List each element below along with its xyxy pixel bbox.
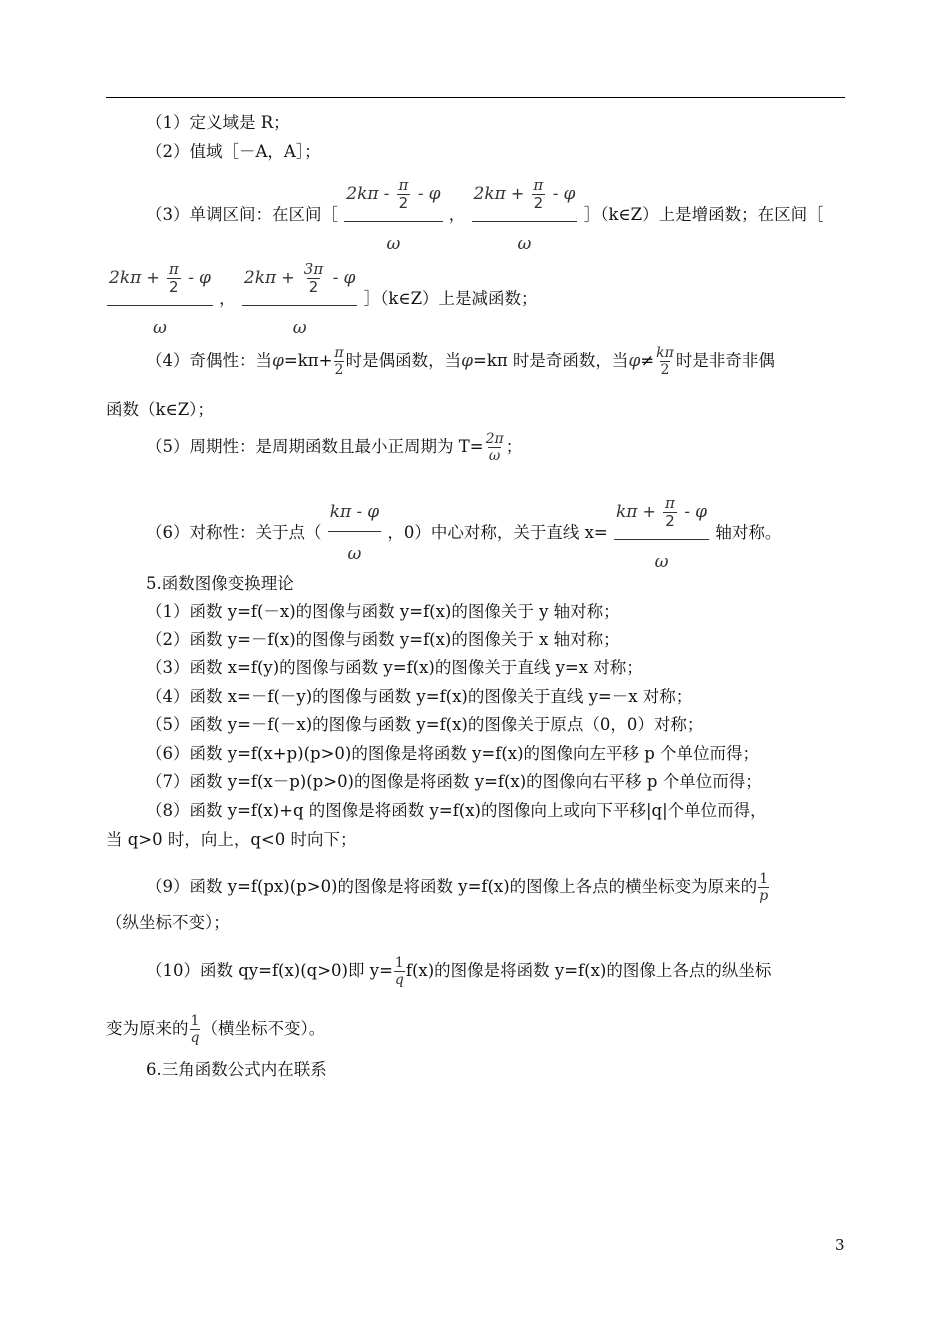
transform-2: （2）函数 y=－f(x)的图像与函数 y=f(x)的图像关于 x 轴对称； (146, 630, 620, 649)
transform-8-cont: 当 q>0 时，向上，q<0 时向下； (106, 830, 357, 849)
transform-9: （9）函数 y=f(px)(p>0)的图像是将函数 y=f(x)的图像上各点的横坐标变为原来的 $\frac{1}{p}$ (146, 871, 769, 904)
numerator: 2kπ - $\frac{\pi}{2}$ - φ (346, 176, 441, 212)
transform-4: （4）函数 x=－f(－y)的图像与函数 y=f(x)的图像关于直线 y=－x 对称； (146, 687, 693, 706)
item-monotonic: （3）单调区间：在区间［ 2kπ - $\frac{\pi}{2}$ - φ ω ， 2kπ + $\frac{\pi}{2}$ - φ ω ］（k∈Z）上是增函数；在区间［ (146, 176, 824, 254)
fraction: 2kπ + $\frac{3\pi}{2}$ - φ ω (243, 260, 356, 338)
item-parity: （4）奇偶性：当φ=kπ+ $\frac{\pi}{2}$ 时是偶函数，当φ=kπ 时是奇函数，当φ≠ $\frac{k\pi}{2}$ 时是非奇非偶 (146, 345, 775, 378)
fraction: $\frac{k\pi - \varphi}{\omega}$ (329, 502, 380, 564)
item-domain: （1）定义域是 R； (146, 113, 290, 132)
transform-1: （1）函数 y=f(－x)的图像与函数 y=f(x)的图像关于 y 轴对称； (146, 602, 620, 621)
section-heading-5: 5.函数图像变换理论 (146, 574, 294, 593)
item-symmetry: （6）对称性：关于点（ $\frac{k\pi - \varphi}{\omega}$ ，0）中心对称，关于直线 x= kπ + $\frac{\pi}{2}$ - φ ω 轴对称。 (146, 494, 782, 572)
transform-3: （3）函数 x=f(y)的图像与函数 y=f(x)的图像关于直线 y=x 对称； (146, 658, 643, 677)
transform-9-cont: （纵坐标不变）； (106, 913, 230, 932)
item-period: （5）周期性：是周期函数且最小正周期为 T= $\frac{2\pi}{\omega}$ ； (146, 431, 523, 464)
fraction: 2kπ + $\frac{\pi}{2}$ - φ ω (109, 260, 211, 338)
page-number: 3 (835, 1236, 845, 1254)
denominator: ω (344, 221, 442, 253)
transform-6: （6）函数 y=f(x+p)(p>0)的图像是将函数 y=f(x)的图像向左平移 p 个单位而得； (146, 744, 760, 763)
item-monotonic-cont: 2kπ + $\frac{\pi}{2}$ - φ ω ， 2kπ + $\frac{3\pi}{2}$ - φ ω ］（k∈Z）上是减函数； (109, 260, 538, 338)
text: （3）单调区间：在区间［ (146, 205, 338, 224)
section-heading-6: 6.三角函数公式内在联系 (146, 1060, 327, 1079)
item-range: （2）值域［－A，A］； (146, 142, 321, 161)
header-rule (106, 97, 845, 98)
transform-7: （7）函数 y=f(x－p)(p>0)的图像是将函数 y=f(x)的图像向右平移 p 个单位而得； (146, 772, 762, 791)
transform-5: （5）函数 y=－f(－x)的图像与函数 y=f(x)的图像关于原点（0，0）对称； (146, 715, 704, 734)
item-parity-cont: 函数（k∈Z）； (106, 400, 214, 419)
fraction (344, 178, 442, 253)
transform-10-cont: 变为原来的 $\frac{1}{q}$ （横坐标不变）。 (106, 1013, 326, 1046)
transform-8: （8）函数 y=f(x)+q 的图像是将函数 y=f(x)的图像向上或向下平移|q|个单位而得， (146, 801, 767, 820)
transform-10: （10）函数 qy=f(x)(q>0)即 y= $\frac{1}{q}$ f(x)的图像是将函数 y=f(x)的图像上各点的纵坐标 (146, 955, 772, 988)
fraction: kπ + $\frac{\pi}{2}$ - φ ω (615, 494, 708, 572)
fraction: 2kπ + $\frac{\pi}{2}$ - φ ω (473, 176, 576, 254)
